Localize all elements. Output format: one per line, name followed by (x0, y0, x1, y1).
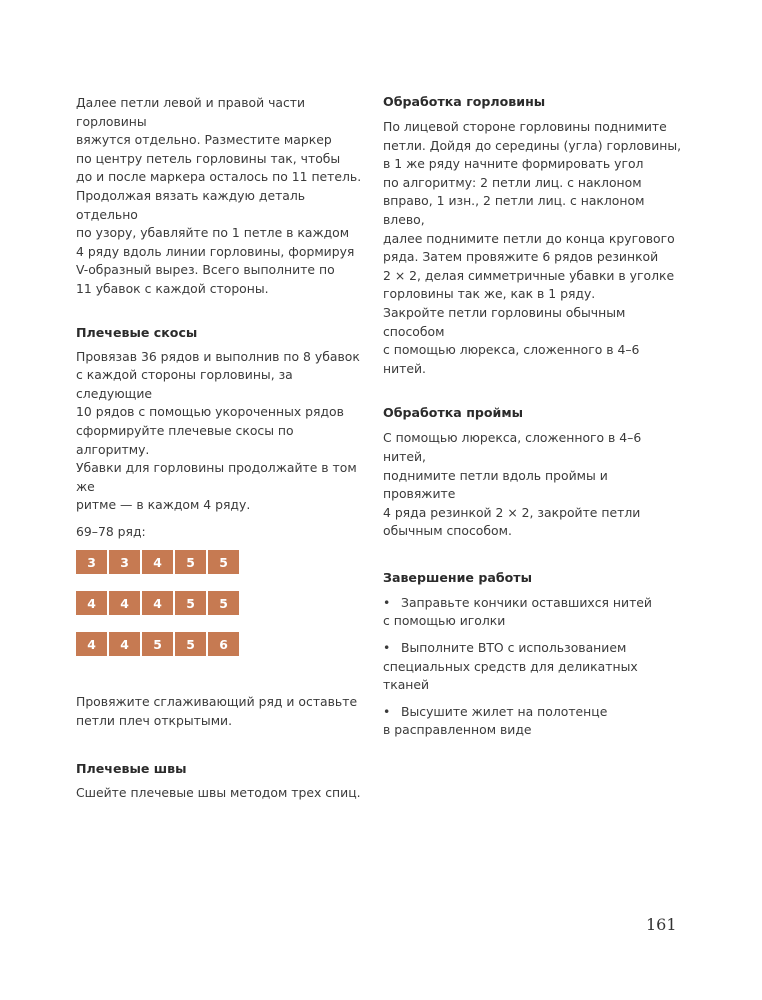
grid-cell: 4 (76, 591, 107, 615)
grid-row (76, 550, 366, 574)
grid-cell: 4 (109, 591, 140, 615)
grid-cell: 4 (76, 632, 107, 656)
bullet-icon: • (383, 640, 391, 656)
grid-cell: 5 (142, 632, 173, 656)
list-item (383, 639, 683, 695)
intro-paragraph: Далее петли левой и правой части горловины вяжутся отдельно. Разместите маркер по центру петель горловины так, чтобы до и после маркера осталось по 11 петель. Продолжая вязать каждую деталь отдельно по узору, убавляйте по 1 петле в каждом 4 ряду вдоль линии горловины, формируя V-образный вырез. Всего выполните по 11 убавок с каждой стороны. (76, 95, 362, 296)
finish-heading: Завершение работы (383, 569, 532, 585)
decrease-grid (76, 550, 366, 656)
grid-cell: 5 (208, 591, 239, 615)
list-item-text: Заправьте кончики оставшихся нитей с помощью иголки (383, 594, 652, 629)
seams-paragraph: Сшейте плечевые швы методом трех спиц. (76, 784, 361, 800)
list-item (383, 703, 683, 740)
page-number: 161 (646, 915, 677, 934)
smoothing-paragraph: Провяжите сглаживающий ряд и оставьте петли плеч открытыми. (76, 694, 358, 729)
grid-cell: 4 (142, 550, 173, 574)
grid-cell: 5 (175, 632, 206, 656)
left-column (76, 94, 366, 802)
grid-cell: 3 (109, 550, 140, 574)
grid-cell: 3 (76, 550, 107, 574)
armhole-paragraph: С помощью люрекса, сложенного в 4–6 нитей, поднимите петли вдоль проймы и провяжите 4 ряда резинкой 2 × 2, закройте петли обычным способом. (383, 430, 642, 539)
grid-cell: 5 (175, 550, 206, 574)
list-item (383, 594, 683, 631)
grid-cell: 6 (208, 632, 239, 656)
grid-row (76, 632, 366, 656)
grid-cell: 5 (175, 591, 206, 615)
rows-label: 69–78 ряд: (76, 523, 146, 539)
neck-paragraph: По лицевой стороне горловины поднимите петли. Дойдя до середины (угла) горловины, в 1 же ряду начните формировать угол по алгоритму: 2 петли лиц. с наклоном вправо, 1 изн., 2 петли лиц. с наклоном влево, далее поднимите петли до конца кругового ряда. Затем провяжите 6 рядов резинкой 2 × 2, делая симметричные убавки в уголке горловины так же, как в 1 ряду. Закройте петли горловины обычным способом с помощью люрекса, сложенного в 4–6 нитей. (383, 119, 682, 376)
armhole-heading: Обработка проймы (383, 405, 524, 421)
grid-cell: 5 (208, 550, 239, 574)
list-item-text: Высушите жилет на полотенце в расправленном виде (383, 703, 608, 738)
grid-cell: 4 (109, 632, 140, 656)
bullet-icon: • (383, 703, 391, 719)
list-item-text: Выполните ВТО с использованием специальных средств для деликатных тканей (383, 640, 638, 693)
right-column (383, 94, 683, 740)
shoulder-heading: Плечевые скосы (76, 324, 198, 340)
seams-heading: Плечевые швы (76, 760, 187, 776)
shoulder-paragraph: Провязав 36 рядов и выполнив по 8 убавок с каждой стороны горловины, за следующие 10 рядов с помощью укороченных рядов сформируйте плечевые скосы по алгоритму. Убавки для горловины продолжайте в том же ритме — в каждом 4 ряду. (76, 348, 360, 513)
grid-row (76, 591, 366, 615)
neck-heading: Обработка горловины (383, 94, 546, 109)
grid-cell: 4 (142, 591, 173, 615)
bullet-icon: • (383, 594, 391, 610)
